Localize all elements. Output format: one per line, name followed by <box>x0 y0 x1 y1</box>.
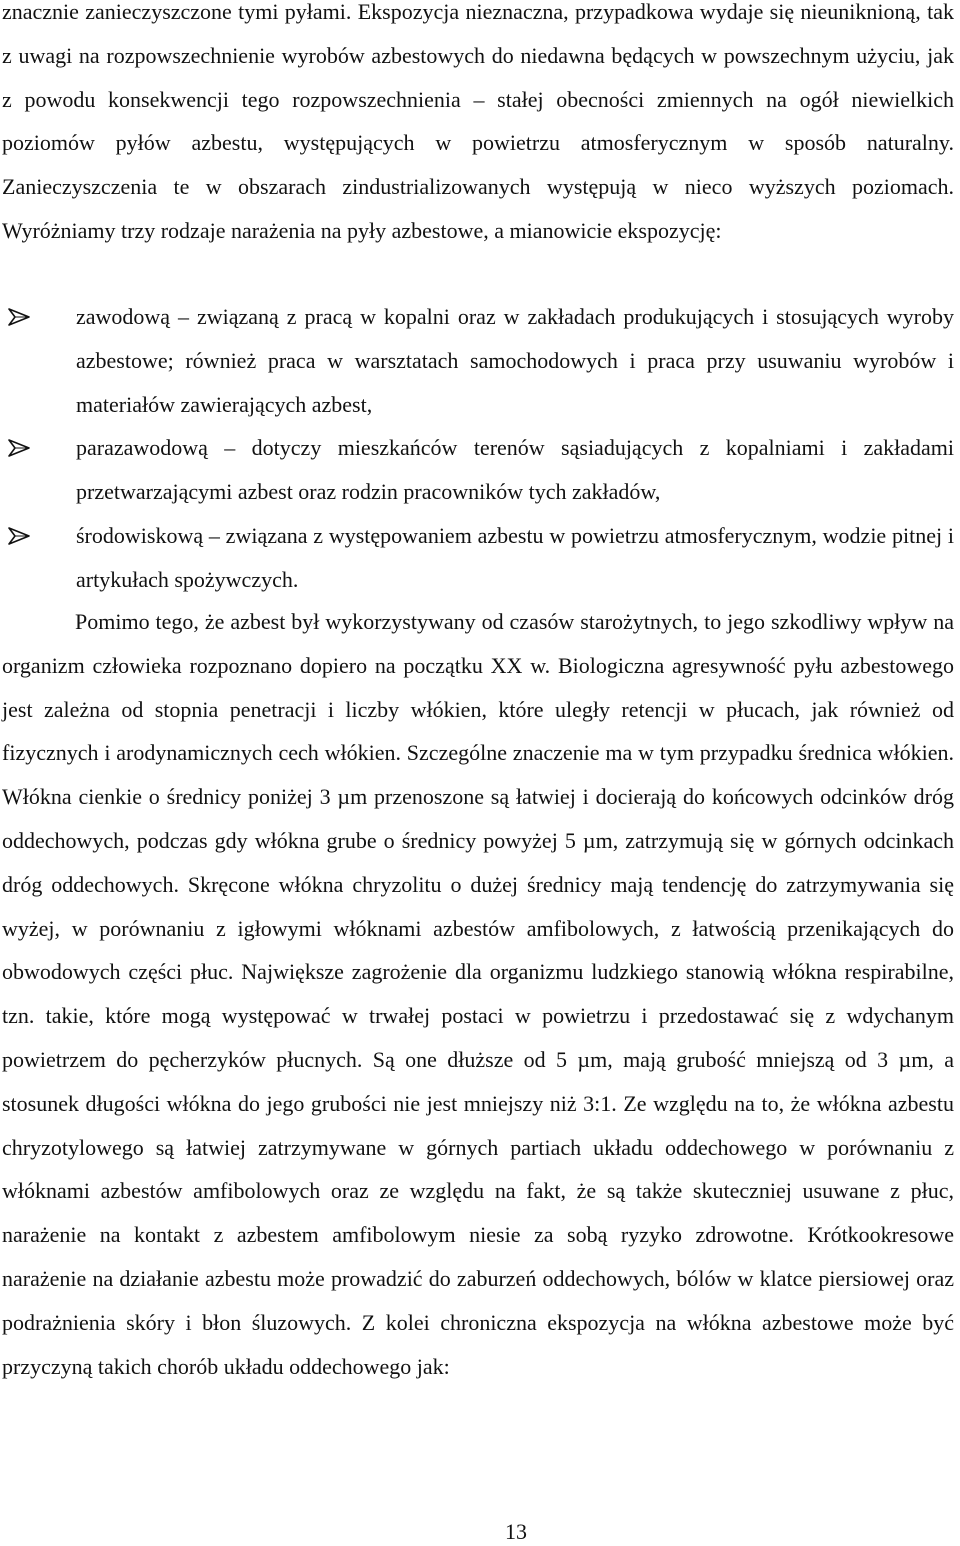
list-item-text: środowiskową – związana z występowaniem azbestu w powietrzu atmosferycznym, wodzie pitnej i artykułach spożywczych. <box>76 522 954 592</box>
exposure-types-list <box>0 295 954 602</box>
list-item <box>0 514 954 602</box>
list-item <box>0 426 954 514</box>
page-number: 13 <box>505 1519 527 1544</box>
paragraph-intro: znacznie zanieczyszczone tymi pyłami. Ekspozycja nieznaczna, przypadkowa wydaje się nieuniknioną, tak z uwagi na rozpowszechnienie wyrobów azbestowych do niedawna będących w powszechnym użyciu, jak z powodu konsekwencji tego rozpowszechnienia – stałej obecności zmiennych na ogół niewielkich poziomów pyłów azbestu, występujących w powietrzu atmosferycznym w sposób naturalny. Zanieczyszczenia te w obszarach zindustrializowanych występują w nieco wyższych poziomach. Wyróżniamy trzy rodzaje narażenia na pyły azbestowe, a mianowicie ekspozycję: <box>2 0 954 243</box>
list-item <box>0 295 954 426</box>
arrow-bullet-icon <box>8 308 30 326</box>
arrow-bullet-icon <box>8 527 30 545</box>
arrow-bullet-icon <box>8 439 30 457</box>
paragraph-main: Pomimo tego, że azbest był wykorzystywany od czasów starożytnych, to jego szkodliwy wpływ na organizm człowieka rozpoznano dopiero na początku XX w. Biologiczna agresywność pyłu azbestowego jest zależna od stopnia penetracji i liczby włókien, które uległy retencji w płucach, jak również od fizycznych i arodynamicznych cech włókien. Szczególne znaczenie ma w tym przypadku średnica włókien. Włókna cienkie o średnicy poniżej 3 µm przenoszone są łatwiej i docierają do końcowych odcinków dróg oddechowych, podczas gdy włókna grube o średnicy powyżej 5 µm, zatrzymują się w górnych odcinkach dróg oddechowych. Skręcone włókna chryzolitu o dużej średnicy mają tendencję do zatrzymywania się wyżej, w porównaniu z igłowymi włóknami azbestów amfibolowych, z łatwością przenikających do obwodowych części płuc. Największe zagrożenie dla organizmu ludzkiego stanowią włókna respirabilne, tzn. takie, które mogą występować w trwałej postaci w powietrzu i przedostawać się z wdychanym powietrzem do pęcherzyków płucnych. Są one dłuższe od 5 µm, mają grubość mniejszą od 3 µm, a stosunek długości włókna do jego grubości nie jest mniejszy niż 3:1. Ze względu na to, że włókna azbestu chryzotylowego są łatwiej zatrzymywane w górnych partiach układu oddechowego w porównaniu z włóknami azbestów amfibolowych oraz ze względu na fakt, że są także skuteczniej usuwane z płuc, narażenie na kontakt z azbestem amfibolowym niesie za sobą ryzyko zdrowotne. Krótkookresowe narażenie na działanie azbestu może prowadzić do zaburzeń oddechowych, bólów w klatce piersiowej oraz podrażnienia skóry i błon śluzowych. Z kolei chroniczna ekspozycja na włókna azbestowe może być przyczyną takich chorób układu oddechowego jak: <box>2 609 954 1379</box>
list-item-text: parazawodową – dotyczy mieszkańców terenów sąsiadujących z kopalniami i zakładami przetwarzającymi azbest oraz rodzin pracowników tych zakładów, <box>76 435 954 505</box>
list-item-text: zawodową – związaną z pracą w kopalni oraz w zakładach produkujących i stosujących wyroby azbestowe; również praca w warsztatach samochodowych i praca przy usuwaniu wyrobów i materiałów zawierających azbest, <box>76 304 954 417</box>
